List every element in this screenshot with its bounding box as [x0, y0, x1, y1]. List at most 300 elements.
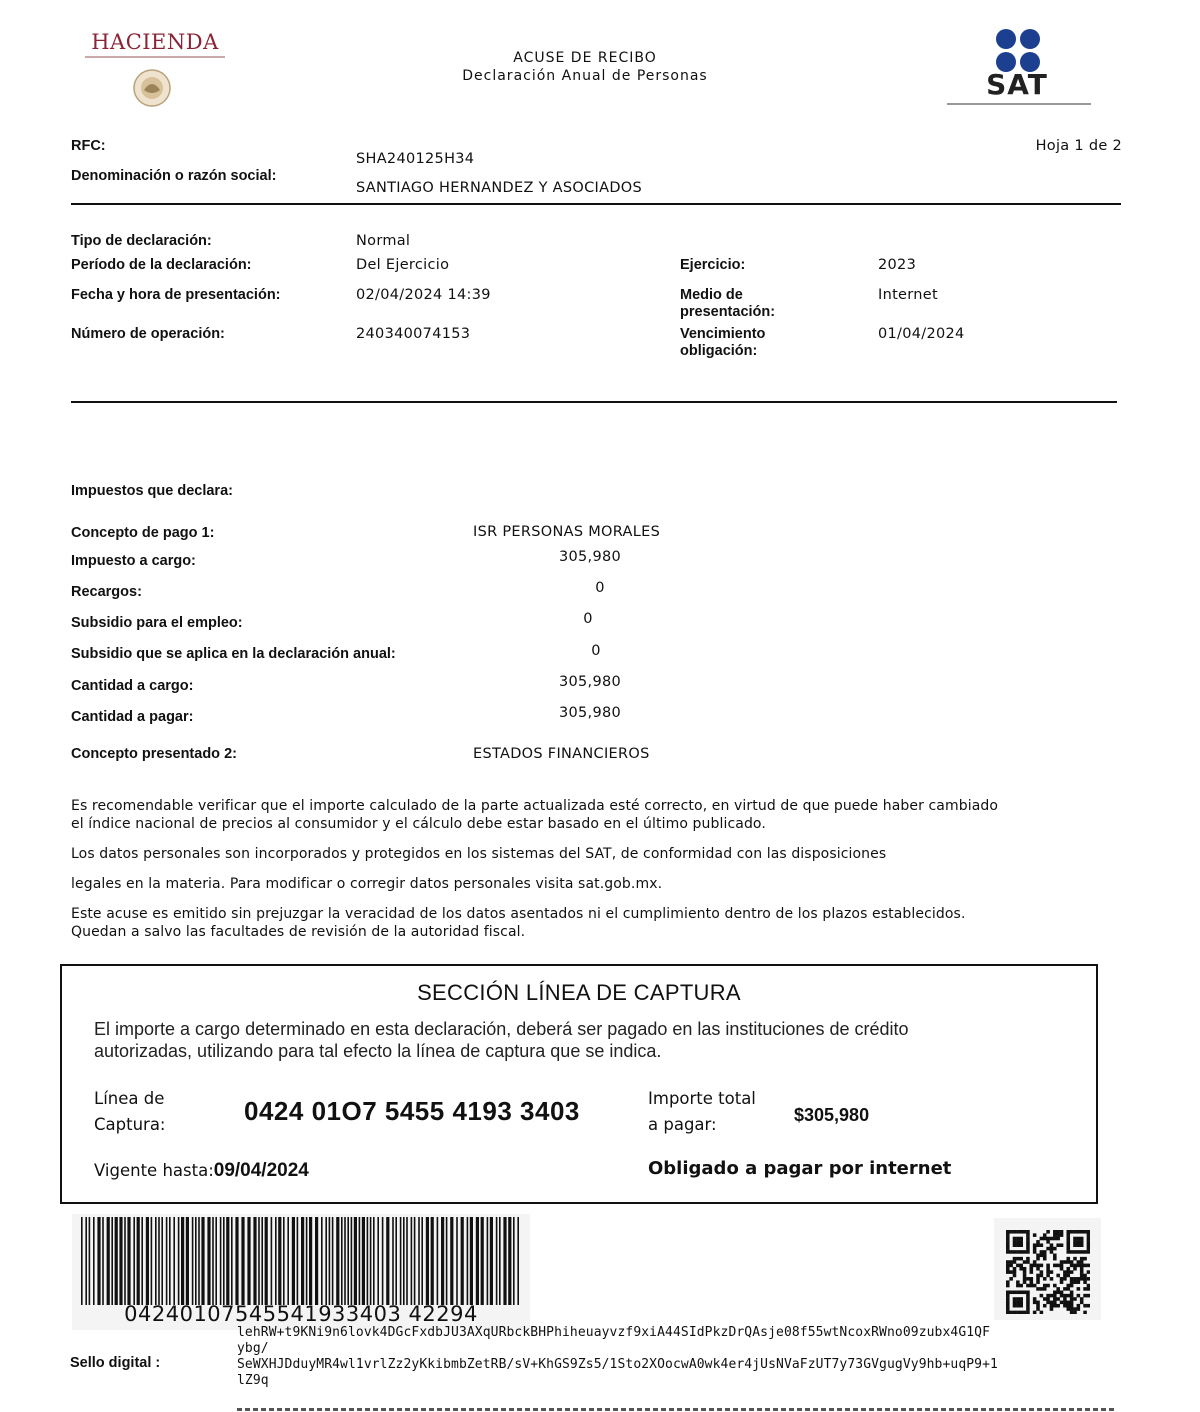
qr-module [1083, 1280, 1087, 1284]
qr-module [1053, 1257, 1057, 1261]
barcode-bar [373, 1217, 375, 1305]
qr-module [1046, 1237, 1050, 1241]
qr-module [1077, 1307, 1081, 1311]
qr-module [1060, 1260, 1064, 1264]
barcode-bar [377, 1217, 379, 1305]
qr-module [1013, 1267, 1017, 1271]
barcode-bar [395, 1217, 397, 1305]
barcode-bar [198, 1217, 200, 1305]
sello-line: lehRW+t9KNi9n6lovk4DGcFxdbJU3AXqURbckBHPhiheuayvzf9xiA44SIdPkzDrQAsje08f55wtNcoxRWno09zubx4G1QF [237, 1325, 991, 1340]
barcode-bar [85, 1217, 87, 1305]
qr-module [1056, 1237, 1060, 1241]
qr-module [1070, 1297, 1074, 1301]
barcode-bar [133, 1217, 135, 1305]
barcode-bar [370, 1217, 372, 1305]
qr-module [1046, 1247, 1050, 1251]
qr-module [1083, 1257, 1087, 1261]
divider [71, 203, 1121, 205]
rfc-value: SHA240125H34 [356, 151, 475, 167]
barcode-bar [362, 1217, 365, 1305]
qr-module [1070, 1260, 1074, 1264]
qr-module [1016, 1284, 1020, 1288]
qr-module [1013, 1243, 1017, 1247]
qr-module [1013, 1230, 1017, 1234]
barcode-bar [287, 1217, 289, 1305]
qr-module [1009, 1311, 1013, 1314]
note-disclaimer [71, 905, 1131, 941]
qr-module [1050, 1301, 1054, 1305]
qr-module [1036, 1254, 1040, 1258]
qr-module [1070, 1304, 1074, 1308]
barcode-bar [456, 1217, 458, 1305]
tipo-label: Tipo de declaración: [71, 233, 212, 249]
qr-module [1080, 1270, 1084, 1274]
barcode-bar [271, 1217, 273, 1305]
qr-module [1023, 1274, 1027, 1278]
qr-module [1083, 1311, 1087, 1314]
qr-module [1033, 1301, 1037, 1305]
qr-module [1063, 1287, 1067, 1291]
barcode-bar [315, 1217, 318, 1305]
tipo-value: Normal [356, 233, 411, 249]
qr-module [1060, 1267, 1064, 1271]
qr-module [1073, 1264, 1077, 1268]
qr-module [1087, 1264, 1090, 1268]
qr-module [1087, 1243, 1090, 1247]
qr-module [1046, 1294, 1050, 1298]
barcode-bar [201, 1217, 204, 1305]
qr-module [1083, 1274, 1087, 1278]
hacienda-wordmark: HACIENDA [91, 30, 219, 54]
linea-label-line1: Línea de [94, 1089, 165, 1108]
qr-module [1087, 1233, 1090, 1237]
barcode-bar [258, 1217, 260, 1305]
qr-module [1066, 1284, 1070, 1288]
barcode-bar [367, 1217, 369, 1305]
qr-module [1080, 1257, 1084, 1261]
qr-module [1019, 1297, 1023, 1301]
qr-module [1019, 1267, 1023, 1271]
qr-module [1066, 1267, 1070, 1271]
recargos-label: Recargos: [71, 584, 142, 600]
qr-module [1073, 1307, 1077, 1311]
qr-module [1006, 1233, 1010, 1237]
barcode-bar [265, 1217, 268, 1305]
hacienda-subline [85, 56, 225, 58]
qr-module [1077, 1264, 1081, 1268]
qr-module [1019, 1290, 1023, 1294]
qr-module [1063, 1301, 1067, 1305]
qr-module [1060, 1243, 1064, 1247]
qr-module [1019, 1250, 1023, 1254]
qr-module [1053, 1233, 1057, 1237]
qr-module [1016, 1311, 1020, 1314]
operacion-value: 240340074153 [356, 326, 471, 342]
qr-module [1087, 1237, 1090, 1241]
barcode-bar [124, 1217, 126, 1305]
qr-module [1063, 1297, 1067, 1301]
qr-module [1050, 1277, 1054, 1281]
qr-module [1073, 1280, 1077, 1284]
qr-module [1077, 1243, 1081, 1247]
barcode-bar [119, 1217, 122, 1305]
qr-module [1087, 1240, 1090, 1244]
qr-module [1043, 1257, 1047, 1261]
barcode-bar [195, 1217, 197, 1305]
qr-module [1023, 1280, 1027, 1284]
sello-overflow [237, 1402, 1117, 1412]
sello-line: SeWXHJDduyMR4wl1vrlZz2yKkibmbZetRB/sV+KhGS9Zs5/1Sto2XOocwA0wk4er4jUsNVaFzUT7y73GVgugVy9hb+uqP9+1 [237, 1357, 998, 1372]
capture-description-line: autorizadas, utilizando para tal efecto la línea de captura que se indica. [94, 1041, 662, 1061]
qr-module [1006, 1284, 1010, 1288]
qr-module [1066, 1274, 1070, 1278]
qr-module [1080, 1260, 1084, 1264]
barcode-bar [354, 1217, 357, 1305]
qr-module [1013, 1240, 1017, 1244]
qr-module [1053, 1230, 1057, 1234]
qr-module [1033, 1260, 1037, 1264]
linea-label-line2: Captura: [94, 1115, 166, 1134]
qr-module [1046, 1267, 1050, 1271]
qr-module [1083, 1250, 1087, 1254]
barcode-bar [400, 1217, 402, 1305]
barcode-bar [301, 1217, 304, 1305]
qr-module [1066, 1233, 1070, 1237]
qr-module [1040, 1237, 1044, 1241]
qr-module [1026, 1250, 1030, 1254]
qr-module [1073, 1267, 1077, 1271]
qr-module [1053, 1284, 1057, 1288]
document-subtitle: Declaración Anual de Personas [462, 68, 708, 84]
divider [71, 401, 1117, 403]
qr-module [1006, 1294, 1010, 1298]
qr-module [1080, 1297, 1084, 1301]
vencimiento-label [680, 326, 765, 360]
sat-logo [945, 28, 1095, 110]
qr-module [1043, 1254, 1047, 1258]
medio-value: Internet [878, 287, 938, 303]
qr-module [1056, 1290, 1060, 1294]
qr-module [1060, 1277, 1064, 1281]
qr-module [1066, 1260, 1070, 1264]
qr-module [1053, 1304, 1057, 1308]
qr-module [1073, 1230, 1077, 1234]
qr-module [1026, 1284, 1030, 1288]
qr-module [1016, 1264, 1020, 1268]
qr-module [1019, 1301, 1023, 1305]
qr-module [1040, 1250, 1044, 1254]
qr-module [1080, 1237, 1084, 1241]
qr-module [1006, 1301, 1010, 1305]
qr-module [1080, 1274, 1084, 1278]
qr-module [1026, 1230, 1030, 1234]
importe-label-line2: a pagar: [648, 1115, 717, 1134]
qr-module [1040, 1274, 1044, 1278]
fecha-label: Fecha y hora de presentación: [71, 287, 281, 303]
qr-module [1016, 1240, 1020, 1244]
qr-module [1077, 1260, 1081, 1264]
qr-module [1009, 1260, 1013, 1264]
barcode-bar [508, 1217, 511, 1305]
barcode-bar [306, 1217, 308, 1305]
subsidio-empleo-label: Subsidio para el empleo: [71, 615, 243, 631]
ejercicio-label: Ejercicio: [680, 257, 746, 273]
qr-module [1050, 1247, 1054, 1251]
barcode-bar [275, 1217, 277, 1305]
qr-module [1013, 1311, 1017, 1314]
qr-module [1077, 1240, 1081, 1244]
barcode-bar [344, 1217, 346, 1305]
barcode-bar [496, 1217, 498, 1305]
importe-label [648, 1086, 756, 1138]
qr-module [1050, 1237, 1054, 1241]
qr-module [1080, 1277, 1084, 1281]
qr-module [1060, 1301, 1064, 1305]
qr-module [1026, 1260, 1030, 1264]
barcode-bar [513, 1217, 515, 1305]
qr-module [1087, 1287, 1090, 1291]
hacienda-logo [80, 30, 230, 110]
qr-module [1036, 1280, 1040, 1284]
qr-module [1060, 1233, 1064, 1237]
barcode-bar [481, 1217, 484, 1305]
qr-module [1046, 1240, 1050, 1244]
qr-module [1006, 1304, 1010, 1308]
qr-module [1050, 1304, 1054, 1308]
barcode-bar [161, 1217, 163, 1305]
barcode-bar [231, 1217, 233, 1305]
barcode-bar [151, 1217, 153, 1305]
qr-module [1016, 1301, 1020, 1305]
qr-module [1016, 1257, 1020, 1261]
qr-module [1056, 1264, 1060, 1268]
qr-module [1070, 1290, 1074, 1294]
qr-module [1053, 1301, 1057, 1305]
barcode-bar [97, 1217, 100, 1305]
qr-module [1023, 1260, 1027, 1264]
barcode-bar [137, 1217, 140, 1305]
capture-title: SECCIÓN LÍNEA DE CAPTURA [417, 980, 741, 1005]
barcode-bar [155, 1217, 157, 1305]
coat-of-arms-icon [132, 68, 172, 108]
barcode-bar [441, 1217, 444, 1305]
qr-module [1036, 1304, 1040, 1308]
barcode-bar [490, 1217, 493, 1305]
qr-module [1066, 1237, 1070, 1241]
qr-module [1077, 1287, 1081, 1291]
barcode [72, 1214, 530, 1330]
qr-module [1073, 1277, 1077, 1281]
qr-module [1063, 1270, 1067, 1274]
qr-module [1013, 1301, 1017, 1305]
qr-module [1050, 1294, 1054, 1298]
barcode-bar [215, 1217, 217, 1305]
barcode-bar [241, 1217, 244, 1305]
qr-module [1087, 1277, 1090, 1281]
qr-module [1023, 1267, 1027, 1271]
rfc-label: RFC: [71, 138, 106, 154]
qr-module [1023, 1277, 1027, 1281]
qr-module [1087, 1270, 1090, 1274]
barcode-bar [325, 1217, 327, 1305]
qr-module [1019, 1243, 1023, 1247]
qr-module [1030, 1280, 1034, 1284]
qr-module [1087, 1284, 1090, 1288]
qr-module [1026, 1277, 1030, 1281]
barcode-bar [181, 1217, 184, 1305]
qr-module [1036, 1240, 1040, 1244]
qr-module [1073, 1250, 1077, 1254]
qr-module [1009, 1277, 1013, 1281]
qr-module [1063, 1274, 1067, 1278]
taxes-heading: Impuestos que declara: [71, 483, 233, 499]
qr-module [1066, 1257, 1070, 1261]
barcode-bar [247, 1217, 250, 1305]
qr-module [1006, 1267, 1010, 1271]
qr-module [1016, 1304, 1020, 1308]
qr-module [1066, 1243, 1070, 1247]
medio-label-line1: Medio de [680, 287, 743, 303]
qr-module [1016, 1230, 1020, 1234]
qr-module [1026, 1240, 1030, 1244]
barcode-bar [292, 1217, 295, 1305]
qr-module [1087, 1304, 1090, 1308]
qr-module [1033, 1284, 1037, 1288]
qr-module [1036, 1287, 1040, 1291]
qr-module [1056, 1243, 1060, 1247]
qr-module [1006, 1290, 1010, 1294]
qr-module [1056, 1304, 1060, 1308]
barcode-bar [212, 1217, 214, 1305]
qr-module [1066, 1270, 1070, 1274]
qr-module [1066, 1307, 1070, 1311]
barcode-bar [253, 1217, 256, 1305]
vencimiento-label-line1: Vencimiento [680, 326, 766, 342]
barcode-bar [450, 1217, 453, 1305]
qr-module [1080, 1301, 1084, 1305]
qr-module [1087, 1250, 1090, 1254]
qr-module [1050, 1270, 1054, 1274]
qr-module [1046, 1264, 1050, 1268]
qr-module [1080, 1230, 1084, 1234]
qr-module [1060, 1294, 1064, 1298]
qr-module [1066, 1230, 1070, 1234]
qr-module [1036, 1243, 1040, 1247]
qr-module [1006, 1264, 1010, 1268]
qr-module [1043, 1237, 1047, 1241]
qr-module [1070, 1264, 1074, 1268]
qr-module [1019, 1311, 1023, 1314]
qr-module [1043, 1233, 1047, 1237]
qr-module [1043, 1277, 1047, 1281]
qr-module [1006, 1260, 1010, 1264]
note-line: el índice nacional de precios al consumidor y el cálculo debe estar basado en el último publicado. [71, 816, 766, 832]
qr-module [1077, 1304, 1081, 1308]
qr-module [1066, 1287, 1070, 1291]
qr-module [1063, 1304, 1067, 1308]
qr-module [1013, 1290, 1017, 1294]
sat-wordmark: SAT [986, 68, 1048, 101]
qr-module [1050, 1243, 1054, 1247]
barcode-bar [220, 1217, 222, 1305]
qr-module [1013, 1297, 1017, 1301]
barcode-bar [359, 1217, 361, 1305]
barcode-bar [421, 1217, 423, 1305]
name-value: SANTIAGO HERNANDEZ Y ASOCIADOS [356, 180, 643, 196]
barcode-bar [146, 1217, 149, 1305]
recargos-value: 0 [595, 580, 605, 596]
qr-module [1006, 1297, 1010, 1301]
barcode-bar [347, 1217, 349, 1305]
qr-module [1070, 1307, 1074, 1311]
qr-module [1043, 1284, 1047, 1288]
qr-module [1006, 1250, 1010, 1254]
qr-module [1033, 1250, 1037, 1254]
barcode-bar [351, 1217, 353, 1305]
concepto2-label: Concepto presentado 2: [71, 746, 237, 762]
qr-module [1033, 1247, 1037, 1251]
qr-module [1087, 1230, 1090, 1234]
qr-module [1016, 1297, 1020, 1301]
qr-module [1036, 1264, 1040, 1268]
operacion-label: Número de operación: [71, 326, 225, 342]
qr-module [1009, 1230, 1013, 1234]
qr-module [1026, 1257, 1030, 1261]
impuesto-label: Impuesto a cargo: [71, 553, 196, 569]
barcode-bar [467, 1217, 469, 1305]
barcode-bar [461, 1217, 464, 1305]
barcode-bar [235, 1217, 238, 1305]
qr-module [1050, 1250, 1054, 1254]
qr-module [1033, 1297, 1037, 1301]
qr-module [1046, 1301, 1050, 1305]
qr-module [1019, 1264, 1023, 1268]
qr-module [1030, 1270, 1034, 1274]
qr-module [1033, 1264, 1037, 1268]
obligado-text: Obligado a pagar por internet [648, 1158, 952, 1179]
qr-module [1066, 1240, 1070, 1244]
qr-module [1019, 1230, 1023, 1234]
qr-module [1030, 1284, 1034, 1288]
qr-module [1030, 1264, 1034, 1268]
barcode-bar [178, 1217, 180, 1305]
qr-module [1040, 1254, 1044, 1258]
impuesto-value: 305,980 [558, 549, 622, 565]
subsidio-anual-value: 0 [591, 643, 601, 659]
qr-module [1023, 1290, 1027, 1294]
qr-module [1006, 1237, 1010, 1241]
qr-module [1070, 1284, 1074, 1288]
qr-module [1026, 1237, 1030, 1241]
qr-module [1083, 1294, 1087, 1298]
barcode-bar [426, 1217, 429, 1305]
qr-module [1019, 1257, 1023, 1261]
note-personal-data: Los datos personales son incorporados y protegidos en los sistemas del SAT, de conformidad con las disposiciones [71, 846, 887, 862]
qr-module [1077, 1230, 1081, 1234]
qr-module [1026, 1247, 1030, 1251]
qr-module [1053, 1297, 1057, 1301]
barcode-bar [341, 1217, 343, 1305]
qr-code [994, 1218, 1101, 1320]
qr-module [1046, 1270, 1050, 1274]
qr-module [1013, 1270, 1017, 1274]
medio-label [680, 287, 775, 321]
qr-module [1016, 1243, 1020, 1247]
qr-module [1077, 1294, 1081, 1298]
qr-module [1023, 1270, 1027, 1274]
qr-module [1006, 1307, 1010, 1311]
barcode-bar [321, 1217, 323, 1305]
